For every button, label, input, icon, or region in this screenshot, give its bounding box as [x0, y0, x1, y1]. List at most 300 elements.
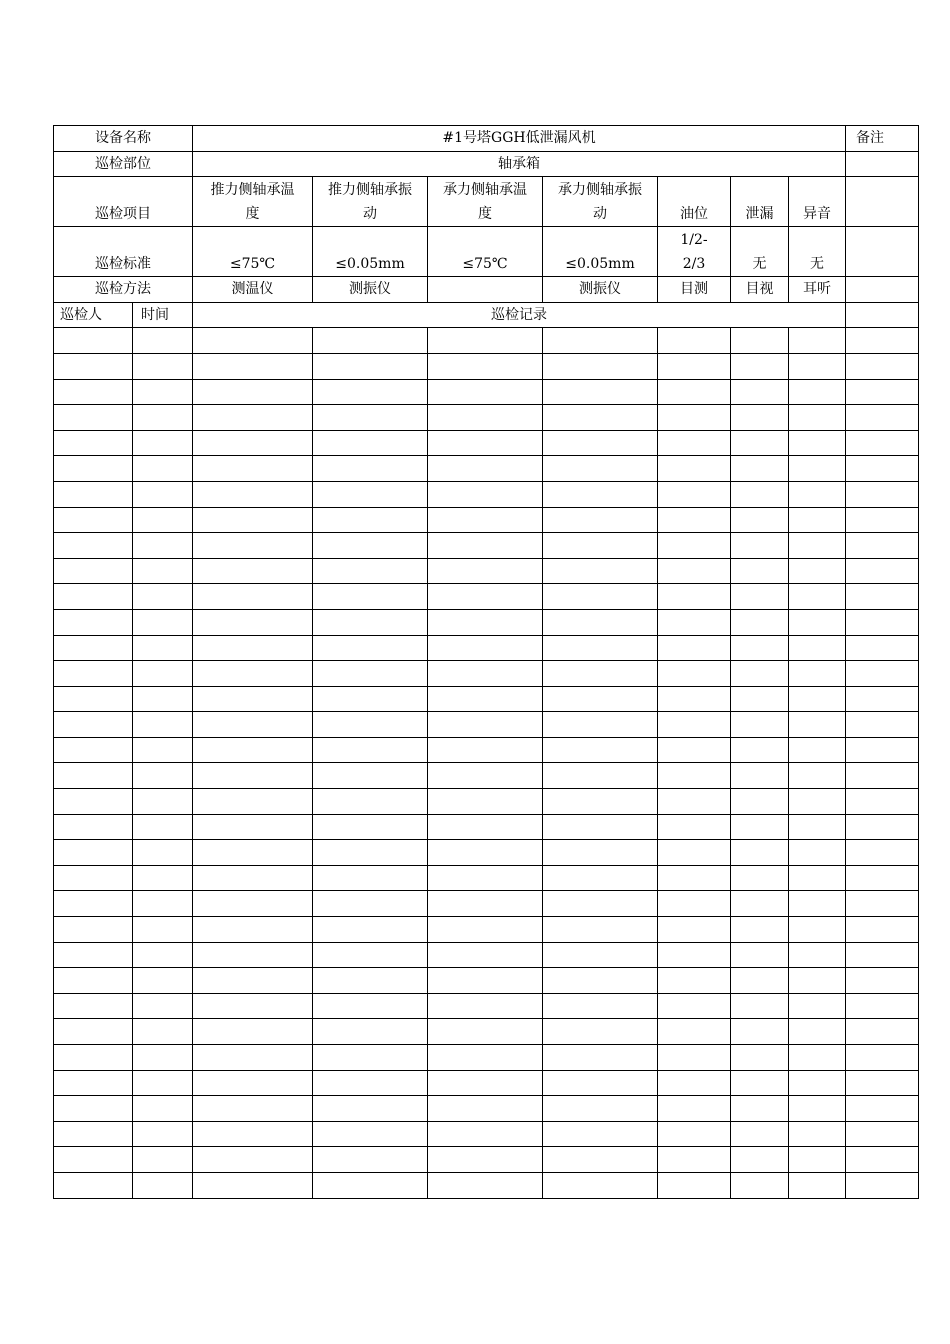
record-cell[interactable]	[133, 737, 193, 763]
record-cell[interactable]	[658, 430, 731, 456]
record-cell[interactable]	[428, 661, 543, 687]
record-cell[interactable]	[658, 405, 731, 431]
record-cell[interactable]	[133, 942, 193, 968]
record-cell[interactable]	[789, 328, 846, 354]
record-cell[interactable]	[658, 353, 731, 379]
record-cell[interactable]	[846, 661, 919, 687]
record-cell[interactable]	[428, 1070, 543, 1096]
record-cell[interactable]	[543, 968, 658, 994]
record-cell[interactable]	[543, 1019, 658, 1045]
record-cell[interactable]	[543, 1172, 658, 1198]
record-cell[interactable]	[428, 1172, 543, 1198]
record-cell[interactable]	[313, 430, 428, 456]
record-cell[interactable]	[428, 507, 543, 533]
record-cell[interactable]	[54, 737, 133, 763]
record-cell[interactable]	[731, 1147, 789, 1173]
record-cell[interactable]	[731, 1172, 789, 1198]
record-cell[interactable]	[731, 1070, 789, 1096]
record-cell[interactable]	[313, 968, 428, 994]
record-cell[interactable]	[543, 1070, 658, 1096]
record-cell[interactable]	[731, 1121, 789, 1147]
record-cell[interactable]	[658, 763, 731, 789]
record-cell[interactable]	[543, 712, 658, 738]
record-cell[interactable]	[846, 328, 919, 354]
record-cell[interactable]	[313, 353, 428, 379]
record-cell[interactable]	[658, 1045, 731, 1071]
record-cell[interactable]	[789, 1070, 846, 1096]
record-cell[interactable]	[54, 481, 133, 507]
record-cell[interactable]	[543, 558, 658, 584]
record-cell[interactable]	[543, 481, 658, 507]
record-cell[interactable]	[193, 328, 313, 354]
record-cell[interactable]	[846, 1147, 919, 1173]
record-cell[interactable]	[313, 891, 428, 917]
record-cell[interactable]	[789, 456, 846, 482]
record-cell[interactable]	[658, 942, 731, 968]
record-cell[interactable]	[54, 353, 133, 379]
record-cell[interactable]	[731, 763, 789, 789]
record-cell[interactable]	[789, 942, 846, 968]
record-cell[interactable]	[731, 840, 789, 866]
record-cell[interactable]	[133, 865, 193, 891]
record-cell[interactable]	[428, 737, 543, 763]
record-cell[interactable]	[54, 891, 133, 917]
record-cell[interactable]	[543, 456, 658, 482]
record-cell[interactable]	[543, 763, 658, 789]
record-cell[interactable]	[428, 814, 543, 840]
record-cell[interactable]	[313, 789, 428, 815]
record-cell[interactable]	[313, 1147, 428, 1173]
record-cell[interactable]	[789, 507, 846, 533]
record-cell[interactable]	[133, 430, 193, 456]
record-cell[interactable]	[428, 481, 543, 507]
record-cell[interactable]	[193, 430, 313, 456]
record-cell[interactable]	[846, 942, 919, 968]
record-cell[interactable]	[658, 891, 731, 917]
record-cell[interactable]	[193, 1172, 313, 1198]
record-cell[interactable]	[54, 635, 133, 661]
record-cell[interactable]	[846, 993, 919, 1019]
record-cell[interactable]	[54, 1019, 133, 1045]
record-cell[interactable]	[731, 891, 789, 917]
record-cell[interactable]	[658, 584, 731, 610]
record-cell[interactable]	[133, 712, 193, 738]
record-cell[interactable]	[731, 1019, 789, 1045]
record-cell[interactable]	[428, 1096, 543, 1122]
record-cell[interactable]	[846, 917, 919, 943]
record-cell[interactable]	[313, 865, 428, 891]
record-cell[interactable]	[54, 661, 133, 687]
record-cell[interactable]	[54, 405, 133, 431]
record-cell[interactable]	[313, 1172, 428, 1198]
record-cell[interactable]	[193, 558, 313, 584]
record-cell[interactable]	[133, 533, 193, 559]
record-cell[interactable]	[731, 789, 789, 815]
record-cell[interactable]	[193, 456, 313, 482]
record-cell[interactable]	[54, 865, 133, 891]
record-cell[interactable]	[54, 584, 133, 610]
record-cell[interactable]	[846, 686, 919, 712]
record-cell[interactable]	[193, 737, 313, 763]
record-cell[interactable]	[658, 737, 731, 763]
record-cell[interactable]	[846, 865, 919, 891]
record-cell[interactable]	[731, 353, 789, 379]
record-cell[interactable]	[731, 584, 789, 610]
record-cell[interactable]	[789, 609, 846, 635]
record-cell[interactable]	[428, 405, 543, 431]
record-cell[interactable]	[313, 712, 428, 738]
record-cell[interactable]	[789, 968, 846, 994]
record-cell[interactable]	[428, 789, 543, 815]
record-cell[interactable]	[731, 686, 789, 712]
record-cell[interactable]	[54, 789, 133, 815]
record-cell[interactable]	[133, 328, 193, 354]
record-cell[interactable]	[789, 1019, 846, 1045]
record-cell[interactable]	[193, 1019, 313, 1045]
record-cell[interactable]	[543, 1121, 658, 1147]
record-cell[interactable]	[731, 968, 789, 994]
record-cell[interactable]	[313, 481, 428, 507]
record-cell[interactable]	[658, 814, 731, 840]
record-cell[interactable]	[428, 1019, 543, 1045]
record-cell[interactable]	[313, 763, 428, 789]
record-cell[interactable]	[133, 481, 193, 507]
record-cell[interactable]	[658, 507, 731, 533]
record-cell[interactable]	[313, 328, 428, 354]
record-cell[interactable]	[846, 353, 919, 379]
record-cell[interactable]	[313, 737, 428, 763]
record-cell[interactable]	[658, 917, 731, 943]
record-cell[interactable]	[54, 379, 133, 405]
record-cell[interactable]	[428, 942, 543, 968]
record-cell[interactable]	[54, 609, 133, 635]
record-cell[interactable]	[846, 507, 919, 533]
record-cell[interactable]	[846, 481, 919, 507]
record-cell[interactable]	[731, 814, 789, 840]
record-cell[interactable]	[54, 917, 133, 943]
record-cell[interactable]	[428, 1121, 543, 1147]
record-cell[interactable]	[133, 891, 193, 917]
record-cell[interactable]	[428, 712, 543, 738]
record-cell[interactable]	[193, 661, 313, 687]
record-cell[interactable]	[846, 1070, 919, 1096]
record-cell[interactable]	[543, 865, 658, 891]
record-cell[interactable]	[658, 456, 731, 482]
record-cell[interactable]	[313, 1070, 428, 1096]
record-cell[interactable]	[193, 405, 313, 431]
record-cell[interactable]	[428, 686, 543, 712]
record-cell[interactable]	[789, 430, 846, 456]
record-cell[interactable]	[428, 917, 543, 943]
record-cell[interactable]	[846, 712, 919, 738]
record-cell[interactable]	[133, 993, 193, 1019]
record-cell[interactable]	[193, 1070, 313, 1096]
record-cell[interactable]	[54, 1147, 133, 1173]
record-cell[interactable]	[428, 379, 543, 405]
record-cell[interactable]	[543, 840, 658, 866]
record-cell[interactable]	[658, 481, 731, 507]
record-cell[interactable]	[789, 405, 846, 431]
record-cell[interactable]	[133, 661, 193, 687]
record-cell[interactable]	[54, 712, 133, 738]
record-cell[interactable]	[658, 1121, 731, 1147]
record-cell[interactable]	[789, 1096, 846, 1122]
record-cell[interactable]	[731, 609, 789, 635]
record-cell[interactable]	[846, 584, 919, 610]
record-cell[interactable]	[789, 789, 846, 815]
record-cell[interactable]	[658, 1096, 731, 1122]
record-cell[interactable]	[543, 1096, 658, 1122]
record-cell[interactable]	[543, 635, 658, 661]
record-cell[interactable]	[313, 686, 428, 712]
record-cell[interactable]	[731, 661, 789, 687]
record-cell[interactable]	[543, 891, 658, 917]
record-cell[interactable]	[658, 558, 731, 584]
record-cell[interactable]	[543, 584, 658, 610]
record-cell[interactable]	[54, 1172, 133, 1198]
record-cell[interactable]	[658, 712, 731, 738]
record-cell[interactable]	[658, 379, 731, 405]
record-cell[interactable]	[313, 942, 428, 968]
record-cell[interactable]	[54, 814, 133, 840]
record-cell[interactable]	[731, 507, 789, 533]
record-cell[interactable]	[193, 840, 313, 866]
record-cell[interactable]	[313, 507, 428, 533]
record-cell[interactable]	[428, 609, 543, 635]
record-cell[interactable]	[846, 533, 919, 559]
record-cell[interactable]	[658, 661, 731, 687]
record-cell[interactable]	[731, 405, 789, 431]
record-cell[interactable]	[846, 814, 919, 840]
record-cell[interactable]	[789, 533, 846, 559]
record-cell[interactable]	[789, 993, 846, 1019]
record-cell[interactable]	[846, 763, 919, 789]
record-cell[interactable]	[193, 686, 313, 712]
record-cell[interactable]	[313, 558, 428, 584]
record-cell[interactable]	[658, 993, 731, 1019]
record-cell[interactable]	[54, 993, 133, 1019]
record-cell[interactable]	[658, 1147, 731, 1173]
record-cell[interactable]	[313, 456, 428, 482]
record-cell[interactable]	[789, 661, 846, 687]
record-cell[interactable]	[313, 379, 428, 405]
record-cell[interactable]	[54, 430, 133, 456]
record-cell[interactable]	[543, 405, 658, 431]
record-cell[interactable]	[428, 635, 543, 661]
record-cell[interactable]	[193, 1147, 313, 1173]
record-cell[interactable]	[789, 1172, 846, 1198]
record-cell[interactable]	[846, 1045, 919, 1071]
record-cell[interactable]	[133, 840, 193, 866]
record-cell[interactable]	[543, 686, 658, 712]
record-cell[interactable]	[428, 968, 543, 994]
record-cell[interactable]	[54, 328, 133, 354]
record-cell[interactable]	[54, 763, 133, 789]
record-cell[interactable]	[193, 993, 313, 1019]
record-cell[interactable]	[543, 661, 658, 687]
record-cell[interactable]	[543, 533, 658, 559]
record-cell[interactable]	[543, 328, 658, 354]
record-cell[interactable]	[846, 1121, 919, 1147]
record-cell[interactable]	[133, 507, 193, 533]
record-cell[interactable]	[731, 456, 789, 482]
record-cell[interactable]	[54, 1096, 133, 1122]
record-cell[interactable]	[543, 379, 658, 405]
record-cell[interactable]	[789, 891, 846, 917]
record-cell[interactable]	[846, 840, 919, 866]
record-cell[interactable]	[846, 558, 919, 584]
record-cell[interactable]	[193, 712, 313, 738]
record-cell[interactable]	[193, 891, 313, 917]
record-cell[interactable]	[731, 865, 789, 891]
record-cell[interactable]	[313, 1096, 428, 1122]
record-cell[interactable]	[428, 353, 543, 379]
record-cell[interactable]	[54, 558, 133, 584]
record-cell[interactable]	[133, 353, 193, 379]
record-cell[interactable]	[54, 968, 133, 994]
record-cell[interactable]	[658, 609, 731, 635]
record-cell[interactable]	[789, 917, 846, 943]
record-cell[interactable]	[543, 737, 658, 763]
record-cell[interactable]	[193, 1121, 313, 1147]
record-cell[interactable]	[731, 1096, 789, 1122]
record-cell[interactable]	[133, 379, 193, 405]
record-cell[interactable]	[789, 763, 846, 789]
record-cell[interactable]	[193, 635, 313, 661]
record-cell[interactable]	[428, 558, 543, 584]
record-cell[interactable]	[193, 1096, 313, 1122]
record-cell[interactable]	[133, 558, 193, 584]
record-cell[interactable]	[133, 1121, 193, 1147]
record-cell[interactable]	[543, 789, 658, 815]
record-cell[interactable]	[731, 635, 789, 661]
record-cell[interactable]	[428, 584, 543, 610]
record-cell[interactable]	[193, 379, 313, 405]
record-cell[interactable]	[313, 917, 428, 943]
record-cell[interactable]	[846, 456, 919, 482]
record-cell[interactable]	[133, 789, 193, 815]
record-cell[interactable]	[428, 1045, 543, 1071]
record-cell[interactable]	[133, 917, 193, 943]
record-cell[interactable]	[543, 942, 658, 968]
record-cell[interactable]	[846, 405, 919, 431]
record-cell[interactable]	[543, 430, 658, 456]
record-cell[interactable]	[133, 1147, 193, 1173]
record-cell[interactable]	[731, 942, 789, 968]
record-cell[interactable]	[313, 609, 428, 635]
record-cell[interactable]	[428, 430, 543, 456]
record-cell[interactable]	[846, 1019, 919, 1045]
record-cell[interactable]	[846, 968, 919, 994]
record-cell[interactable]	[789, 686, 846, 712]
record-cell[interactable]	[658, 865, 731, 891]
record-cell[interactable]	[133, 456, 193, 482]
record-cell[interactable]	[658, 1070, 731, 1096]
record-cell[interactable]	[54, 686, 133, 712]
record-cell[interactable]	[846, 379, 919, 405]
record-cell[interactable]	[54, 1045, 133, 1071]
record-cell[interactable]	[313, 1019, 428, 1045]
record-cell[interactable]	[789, 1121, 846, 1147]
record-cell[interactable]	[313, 814, 428, 840]
record-cell[interactable]	[193, 942, 313, 968]
record-cell[interactable]	[846, 1096, 919, 1122]
record-cell[interactable]	[543, 609, 658, 635]
record-cell[interactable]	[133, 763, 193, 789]
record-cell[interactable]	[731, 379, 789, 405]
record-cell[interactable]	[133, 968, 193, 994]
record-cell[interactable]	[193, 481, 313, 507]
record-cell[interactable]	[54, 456, 133, 482]
record-cell[interactable]	[428, 865, 543, 891]
record-cell[interactable]	[543, 917, 658, 943]
record-cell[interactable]	[54, 942, 133, 968]
record-cell[interactable]	[789, 558, 846, 584]
record-cell[interactable]	[313, 993, 428, 1019]
record-cell[interactable]	[731, 481, 789, 507]
record-cell[interactable]	[133, 1070, 193, 1096]
record-cell[interactable]	[133, 635, 193, 661]
record-cell[interactable]	[193, 609, 313, 635]
record-cell[interactable]	[789, 481, 846, 507]
record-cell[interactable]	[846, 737, 919, 763]
record-cell[interactable]	[133, 405, 193, 431]
record-cell[interactable]	[428, 840, 543, 866]
record-cell[interactable]	[731, 328, 789, 354]
record-cell[interactable]	[428, 328, 543, 354]
record-cell[interactable]	[193, 968, 313, 994]
record-cell[interactable]	[846, 1172, 919, 1198]
record-cell[interactable]	[789, 840, 846, 866]
record-cell[interactable]	[428, 763, 543, 789]
record-cell[interactable]	[543, 1045, 658, 1071]
record-cell[interactable]	[193, 507, 313, 533]
record-cell[interactable]	[313, 1045, 428, 1071]
record-cell[interactable]	[543, 814, 658, 840]
record-cell[interactable]	[789, 379, 846, 405]
record-cell[interactable]	[193, 584, 313, 610]
record-cell[interactable]	[731, 917, 789, 943]
record-cell[interactable]	[193, 533, 313, 559]
record-cell[interactable]	[54, 840, 133, 866]
record-cell[interactable]	[313, 661, 428, 687]
record-cell[interactable]	[789, 353, 846, 379]
record-cell[interactable]	[846, 789, 919, 815]
record-cell[interactable]	[54, 1121, 133, 1147]
record-cell[interactable]	[789, 1147, 846, 1173]
record-cell[interactable]	[193, 789, 313, 815]
record-cell[interactable]	[133, 609, 193, 635]
record-cell[interactable]	[658, 1019, 731, 1045]
record-cell[interactable]	[54, 1070, 133, 1096]
record-cell[interactable]	[543, 507, 658, 533]
record-cell[interactable]	[313, 1121, 428, 1147]
record-cell[interactable]	[313, 840, 428, 866]
record-cell[interactable]	[789, 737, 846, 763]
record-cell[interactable]	[789, 814, 846, 840]
record-cell[interactable]	[543, 993, 658, 1019]
record-cell[interactable]	[428, 993, 543, 1019]
record-cell[interactable]	[846, 430, 919, 456]
record-cell[interactable]	[658, 533, 731, 559]
record-cell[interactable]	[658, 328, 731, 354]
record-cell[interactable]	[133, 686, 193, 712]
record-cell[interactable]	[731, 737, 789, 763]
record-cell[interactable]	[193, 353, 313, 379]
record-cell[interactable]	[731, 558, 789, 584]
record-cell[interactable]	[731, 993, 789, 1019]
record-cell[interactable]	[193, 763, 313, 789]
